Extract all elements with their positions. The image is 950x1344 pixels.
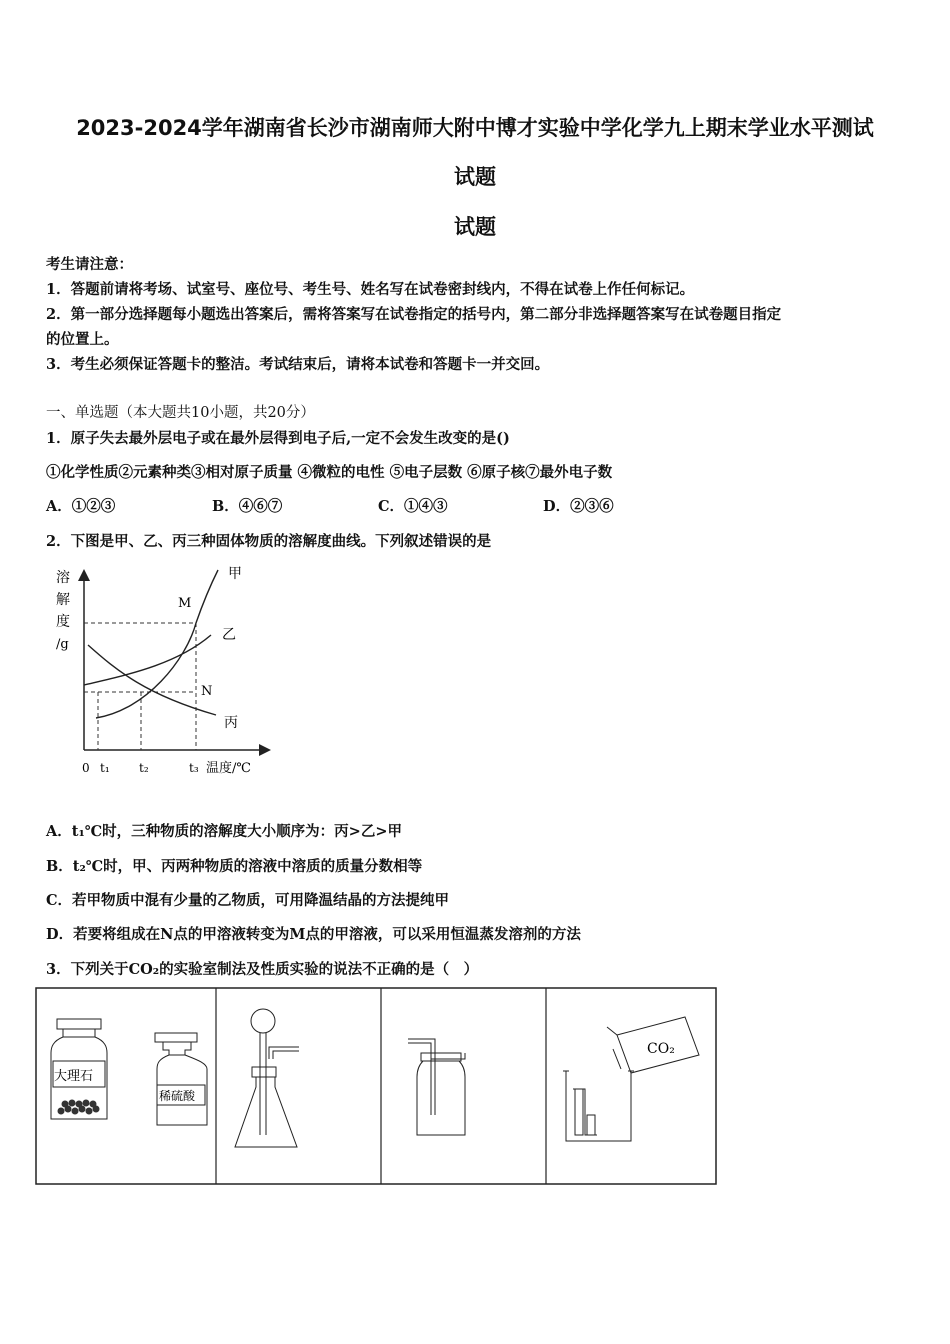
bottle-label-acid: 稀硫酸 — [159, 1089, 196, 1103]
bottle-label-marble: 大理石 — [54, 1069, 94, 1084]
title-line-2: 试题 — [454, 165, 496, 189]
q1-option-a: A．①②③ — [46, 498, 116, 515]
notice-item-2: 2．第一部分选择题每小题选出答案后，需将答案写在试卷指定的括号内，第二部分非选择题答案写在试卷题目指定 — [46, 306, 782, 323]
q1-option-c: C．①④③ — [378, 498, 448, 515]
q1-items: ①化学性质②元素种类③相对原子质量 ④微粒的电性 ⑤电子层数 ⑥原子核⑦最外电子数 — [46, 464, 613, 481]
ylabel-3: 度 — [56, 614, 70, 630]
curve-yi — [84, 635, 211, 685]
ylabel-1: 溶 — [56, 570, 70, 586]
acid-bottle-icon — [155, 1033, 207, 1125]
xlabel: 温度/℃ — [206, 761, 251, 776]
tick-t2: t₂ — [139, 761, 149, 775]
q2-stem: 2．下图是甲、乙、丙三种固体物质的溶解度曲线。下列叙述错误的是 — [46, 533, 492, 550]
q2-option-d: D．若要将组成在N点的甲溶液转变为M点的甲溶液，可以采用恒温蒸发溶剂的方法 — [46, 926, 581, 943]
q2-option-a: A．t₁℃时，三种物质的溶解度大小顺序为：丙>乙>甲 — [46, 823, 402, 840]
q2-option-b: B．t₂℃时，甲、丙两种物质的溶液中溶质的质量分数相等 — [46, 858, 423, 875]
curve-label-bing: 丙 — [224, 715, 238, 731]
gas-label-co2: CO₂ — [647, 1041, 675, 1057]
q1-option-d: D．②③⑥ — [543, 498, 614, 515]
tick-t3: t₃ — [189, 761, 199, 775]
notice-heading: 考生请注意： — [46, 256, 133, 273]
q3-stem: 3．下列关于CO₂的实验室制法及性质实验的说法不正确的是（ ） — [46, 961, 479, 978]
solubility-graph — [46, 560, 286, 780]
tick-0: 0 — [82, 761, 90, 775]
title-line-1: 2023-2024学年湖南省长沙市湖南师大附中博才实验中学化学九上期末学业水平测试 — [76, 116, 874, 140]
curve-label-jia: 甲 — [228, 566, 242, 582]
conical-flask-icon — [235, 1009, 299, 1147]
notice-item-1: 1．答题前请将考场、试室号、座位号、考生号、姓名写在试卷密封线内，不得在试卷上作任何标记。 — [46, 281, 695, 298]
gas-bottle-icon — [408, 1039, 465, 1135]
q2-option-c: C．若甲物质中混有少量的乙物质，可用降温结晶的方法提纯甲 — [46, 892, 450, 909]
notice-item-3: 3．考生必须保证答题卡的整洁。考试结束后，请将本试卷和答题卡一并交回。 — [46, 356, 550, 373]
point-n-label: N — [201, 684, 213, 699]
q3-apparatus-table — [35, 987, 718, 1187]
q1-option-b: B．④⑥⑦ — [212, 498, 283, 515]
co2-beaker-icon — [563, 1017, 699, 1141]
ylabel-4: /g — [56, 637, 69, 652]
ylabel-2: 解 — [56, 592, 70, 608]
section-heading: 一、单选题（本大题共10小题，共20分） — [46, 405, 315, 421]
tick-t1: t₁ — [100, 761, 110, 775]
curve-label-yi: 乙 — [222, 627, 236, 643]
q1-stem: 1．原子失去最外层电子或在最外层得到电子后,一定不会发生改变的是() — [46, 430, 510, 447]
point-m-label: M — [178, 596, 192, 611]
title-line-3: 试题 — [454, 215, 496, 239]
notice-item-2-cont: 的位置上。 — [46, 331, 119, 348]
